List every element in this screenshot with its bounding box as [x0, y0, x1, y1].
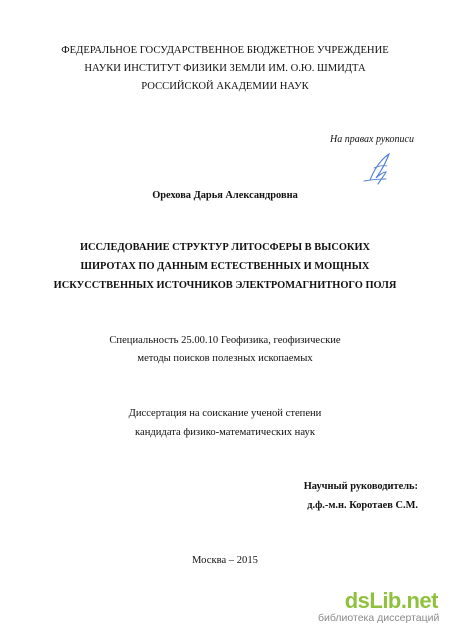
dslib-subtitle: библиотека диссертаций: [318, 612, 440, 624]
dissertation-title-line-1: ИССЛЕДОВАНИЕ СТРУКТУР ЛИТОСФЕРЫ В ВЫСОКИХ: [79, 242, 371, 253]
degree-line-2: кандидата физико-математических наук: [135, 427, 315, 438]
dslib-logo-text: dsLib: [344, 588, 401, 613]
advisor-name: д.ф.-м.н. Коротаев С.М.: [307, 500, 418, 511]
author-name: Орехова Дарья Александровна: [152, 190, 298, 201]
dslib-watermark: [318, 590, 438, 624]
dslib-logo-domain: .net: [400, 588, 438, 613]
dslib-logo: [318, 590, 438, 612]
organization-line-3: РОССИЙСКОЙ АКАДЕМИИ НАУК: [141, 81, 309, 92]
rights-note: На правах рукописи: [330, 134, 414, 145]
organization-line-1: ФЕДЕРАЛЬНОЕ ГОСУДАРСТВЕННОЕ БЮДЖЕТНОЕ УЧРЕЖДЕНИЕ: [61, 45, 389, 56]
specialty-line-1: Специальность 25.00.10 Геофизика, геофизические: [109, 335, 341, 346]
dissertation-title-line-2: ШИРОТАХ ПО ДАННЫМ ЕСТЕСТВЕННЫХ И МОЩНЫХ: [80, 261, 370, 272]
advisor-label: Научный руководитель:: [303, 481, 418, 492]
organization-line-2: НАУКИ ИНСТИТУТ ФИЗИКИ ЗЕМЛИ ИМ. О.Ю. ШМИДТА: [84, 63, 366, 74]
specialty-line-2: методы поисков полезных ископаемых: [137, 353, 313, 364]
city-year: Москва – 2015: [192, 555, 258, 566]
dissertation-title-line-3: ИСКУССТВЕННЫХ ИСТОЧНИКОВ ЭЛЕКТРОМАГНИТНОГО ПОЛЯ: [53, 280, 397, 291]
signature-icon: [356, 150, 402, 190]
degree-line-1: Диссертация на соискание ученой степени: [128, 408, 322, 419]
